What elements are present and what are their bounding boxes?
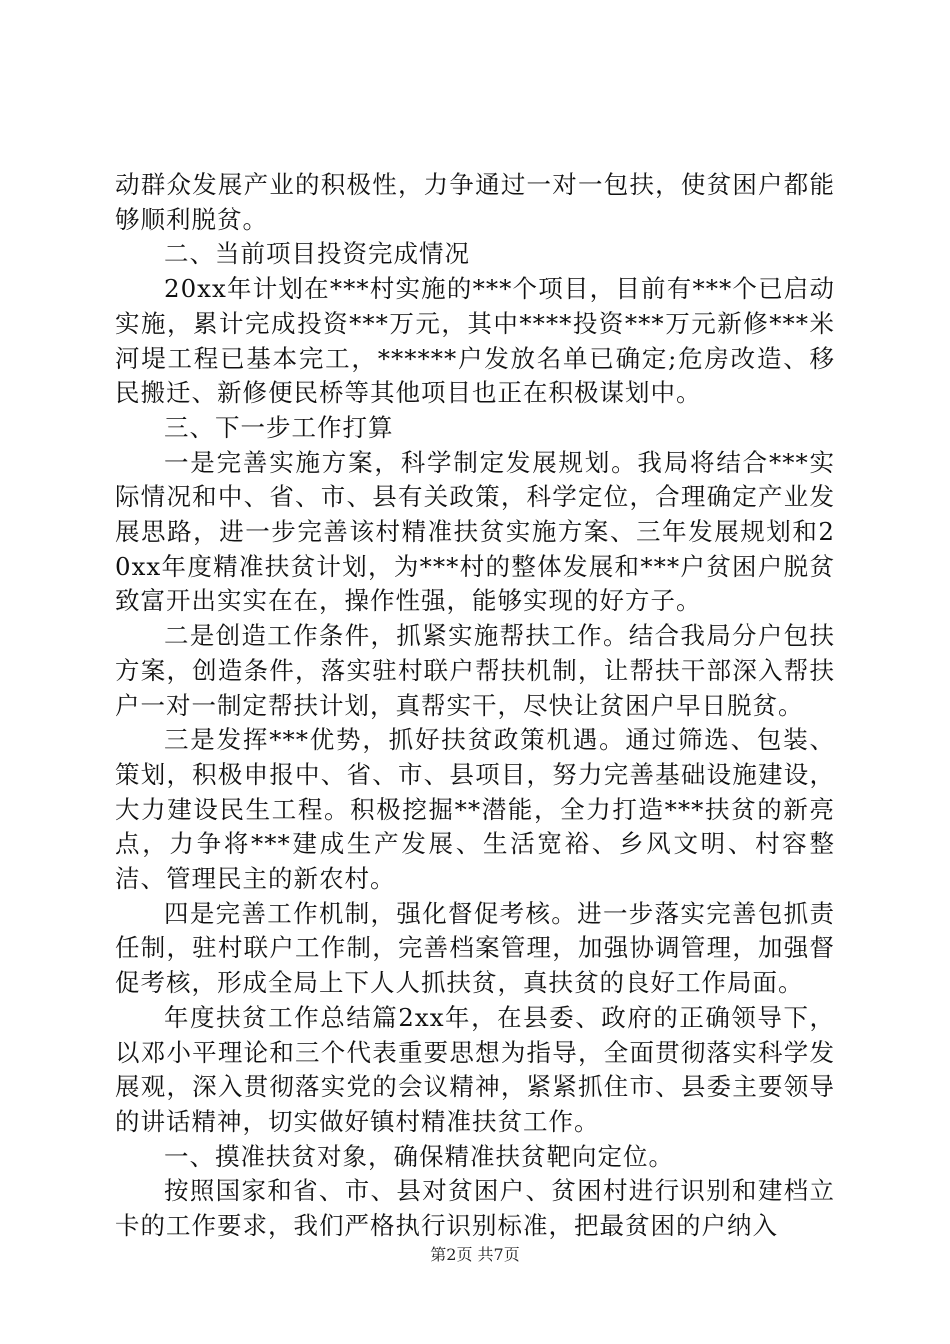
section-heading-1: 一、摸准扶贫对象，确保精准扶贫靶向定位。 [164, 1141, 674, 1171]
document-body [115, 168, 835, 1244]
paragraph-8: 按照国家和省、市、县对贫困户、贫困村进行识别和建档立卡的工作要求，我们严格执行识别标准，把最贫困的户纳入 [115, 1176, 835, 1241]
page-number-footer: 第2页 共7页 [430, 1245, 520, 1264]
paragraph-2: 20xx年计划在***村实施的***个项目，目前有***个已启动实施，累计完成投资***万元，其中****投资***万元新修***米河堤工程已基本完工，******户发放名单已确定;危房改造、移民搬迁、新修便民桥等其他项目也正在积极谋划中。 [115, 274, 835, 408]
paragraph-7: 年度扶贫工作总结篇2xx年，在县委、政府的正确领导下，以邓小平理论和三个代表重要思想为指导，全面贯彻落实科学发展观，深入贯彻落实党的会议精神，紧紧抓住市、县委主要领导的讲话精神，切实做好镇村精准扶贫工作。 [115, 1002, 835, 1136]
paragraph-3: 一是完善实施方案，科学制定发展规划。我局将结合***实际情况和中、省、市、县有关政策，科学定位，合理确定产业发展思路，进一步完善该村精准扶贫实施方案、三年发展规划和20xx年度精准扶贫计划，为***村的整体发展和***户贫困户脱贫致富开出实实在在，操作性强，能够实现的好方子。 [115, 447, 835, 616]
section-heading-3: 三、下一步工作打算 [164, 412, 394, 442]
paragraph-1: 动群众发展产业的积极性，力争通过一对一包扶，使贫困户都能够顺利脱贫。 [115, 170, 835, 234]
paragraph-4: 二是创造工作条件，抓紧实施帮扶工作。结合我局分户包扶方案，创造条件，落实驻村联户帮扶机制，让帮扶干部深入帮扶户一对一制定帮扶计划，真帮实干，尽快让贫困户早日脱贫。 [115, 621, 835, 720]
section-heading-2: 二、当前项目投资完成情况 [164, 239, 470, 269]
paragraph-5: 三是发挥***优势，抓好扶贫政策机遇。通过筛选、包装、策划，积极申报中、省、市、县项目，努力完善基础设施建设，大力建设民生工程。积极挖掘**潜能，全力打造***扶贫的新亮点，力争将***建成生产发展、生活宽裕、乡风文明、村容整洁、管理民主的新农村。 [115, 725, 835, 894]
paragraph-6: 四是完善工作机制，强化督促考核。进一步落实完善包抓责任制，驻村联户工作制，完善档案管理，加强协调管理，加强督促考核，形成全局上下人人抓扶贫，真扶贫的良好工作局面。 [115, 898, 835, 998]
